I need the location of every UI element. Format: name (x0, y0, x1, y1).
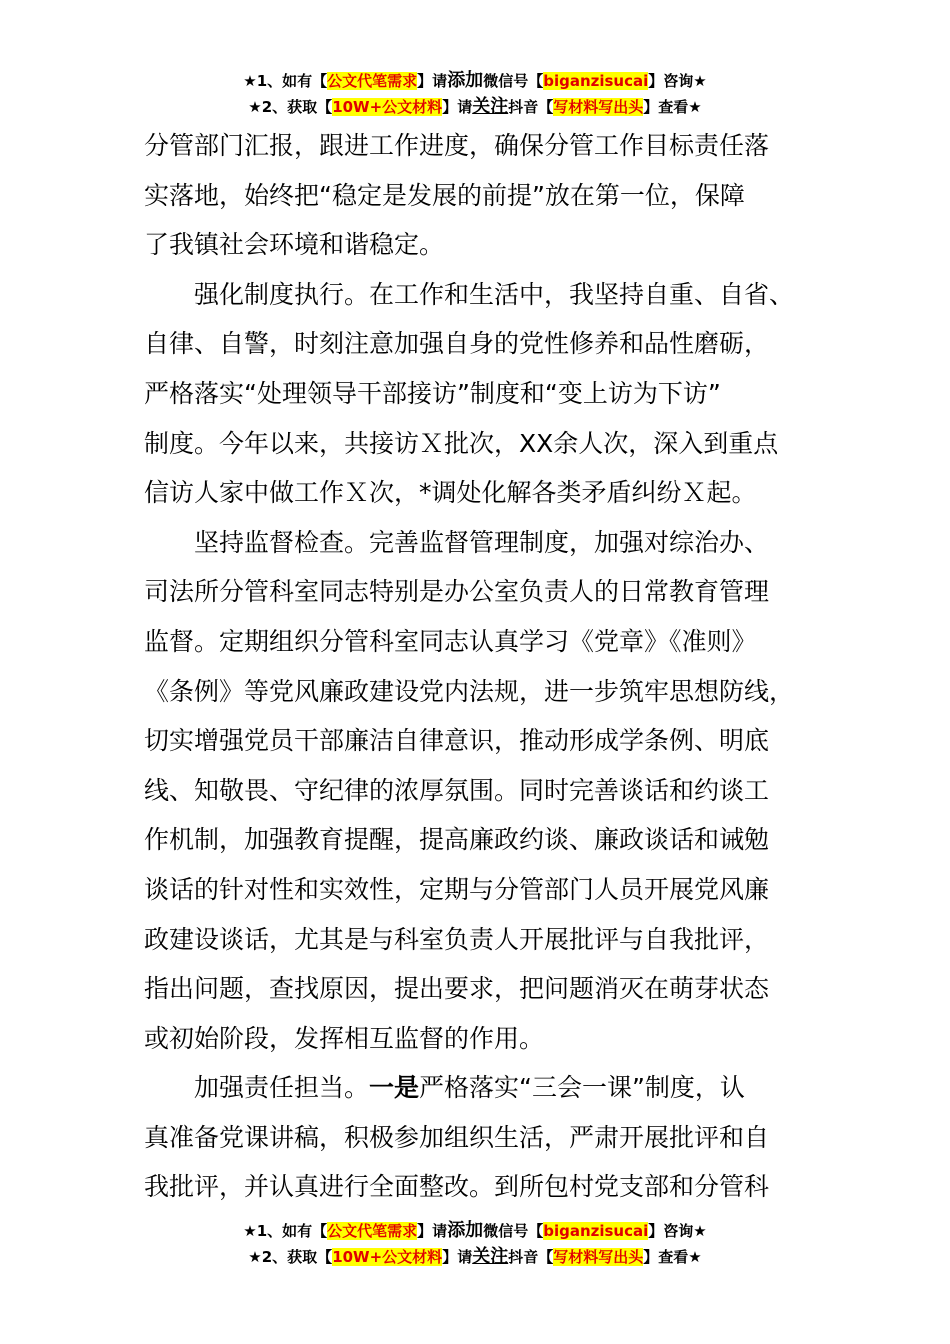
promo-text: 】请 (442, 1248, 473, 1266)
body-line: 强化制度执行。在工作和生活中，我坚持自重、自省、 (194, 279, 795, 309)
body-line: 信访人家中做工作Ｘ次，*调处化解各类矛盾纠纷Ｘ起。 (144, 478, 757, 508)
promo-line-1 (0, 1218, 950, 1244)
header-promo-banner (0, 68, 950, 120)
body-line: 或初始阶段，发挥相互监督的作用。 (144, 1023, 545, 1053)
promo-highlight: 公文代笔需求 (327, 72, 418, 90)
body-text: 严格落实“三会一课”制度，认 (419, 1073, 745, 1103)
body-line: 真准备党课讲稿，积极参加组织生活，严肃开展批评和自 (144, 1122, 770, 1152)
promo-text: 】请 (442, 98, 473, 116)
promo-text: ★1、如有【 (243, 72, 328, 90)
promo-highlight: 写材料写出头 (553, 98, 644, 116)
body-line: 《条例》等党风廉政建设党内法规，进一步筑牢思想防线， (144, 676, 795, 706)
body-line: 线、知敬畏、守纪律的浓厚氛围。同时完善谈话和约谈工 (144, 775, 770, 805)
promo-text: 微信号【 (483, 1222, 544, 1240)
body-line: 指出问题，查找原因，提出要求，把问题消灭在萌芽状态 (144, 974, 770, 1004)
promo-highlight: biganzisucai (543, 72, 649, 90)
promo-text: 】查看★ (643, 98, 702, 116)
promo-line-2 (0, 1244, 950, 1270)
body-line: 监督。定期组织分管科室同志认真学习《党章》《准则》 (144, 626, 757, 656)
promo-text: 抖音【 (508, 1248, 554, 1266)
body-text: 加强责任担当。 (194, 1073, 370, 1103)
promo-emphasis: 添加 (447, 1220, 484, 1241)
body-line: 谈话的针对性和实效性，定期与分管部门人员开展党风廉 (144, 874, 770, 904)
promo-line-1 (0, 68, 950, 94)
promo-highlight: biganzisucai (543, 1222, 649, 1240)
promo-emphasis: 添加 (447, 70, 484, 91)
promo-line-2 (0, 94, 950, 120)
body-line: 分管部门汇报，跟进工作进度，确保分管工作目标责任落 (144, 131, 770, 160)
body-line: 司法所分管科室同志特别是办公室负责人的日常教育管理 (144, 577, 770, 607)
body-line: 切实增强党员干部廉洁自律意识，推动形成学条例、明底 (144, 726, 770, 756)
promo-text: 微信号【 (483, 72, 544, 90)
promo-highlight: 10W+公文材料 (332, 98, 443, 116)
promo-highlight: 公文代笔需求 (327, 1222, 418, 1240)
promo-text: 】咨询★ (648, 72, 707, 90)
promo-text: ★2、获取【 (248, 98, 333, 116)
body-line: 了我镇社会环境和谐稳定。 (144, 230, 445, 260)
promo-emphasis: 关注 (472, 1246, 509, 1267)
bold-label: 一是 (369, 1073, 420, 1103)
body-line: 坚持监督检查。完善监督管理制度，加强对综治办、 (194, 527, 770, 557)
promo-text: 】请 (417, 1222, 448, 1240)
promo-text: 抖音【 (508, 98, 554, 116)
promo-text: 】查看★ (643, 1248, 702, 1266)
body-line: 我批评，并认真进行全面整改。到所包村党支部和分管科 (144, 1172, 770, 1202)
body-line: 实落地，始终把“稳定是发展的前提”放在第一位，保障 (144, 180, 745, 210)
promo-text: 】请 (417, 72, 448, 90)
body-line (144, 1063, 814, 1113)
body-line: 严格落实“处理领导干部接访”制度和“变上访为下访” (144, 378, 721, 408)
promo-highlight: 10W+公文材料 (332, 1248, 443, 1266)
promo-text: 】咨询★ (648, 1222, 707, 1240)
promo-emphasis: 关注 (472, 96, 509, 117)
promo-text: ★2、获取【 (248, 1248, 333, 1266)
body-line: 政建设谈话，尤其是与科室负责人开展批评与自我批评， (144, 924, 770, 954)
body-line: 作机制，加强教育提醒，提高廉政约谈、廉政谈话和诫勉 (144, 825, 770, 855)
promo-text: ★1、如有【 (243, 1222, 328, 1240)
footer-promo-banner (0, 1218, 950, 1270)
document-body (144, 121, 814, 1212)
promo-highlight: 写材料写出头 (553, 1248, 644, 1266)
body-line: 自律、自警，时刻注意加强自身的党性修养和品性磨砺， (144, 329, 770, 359)
body-line: 制度。今年以来，共接访Ｘ批次，XX余人次，深入到重点 (144, 428, 779, 458)
